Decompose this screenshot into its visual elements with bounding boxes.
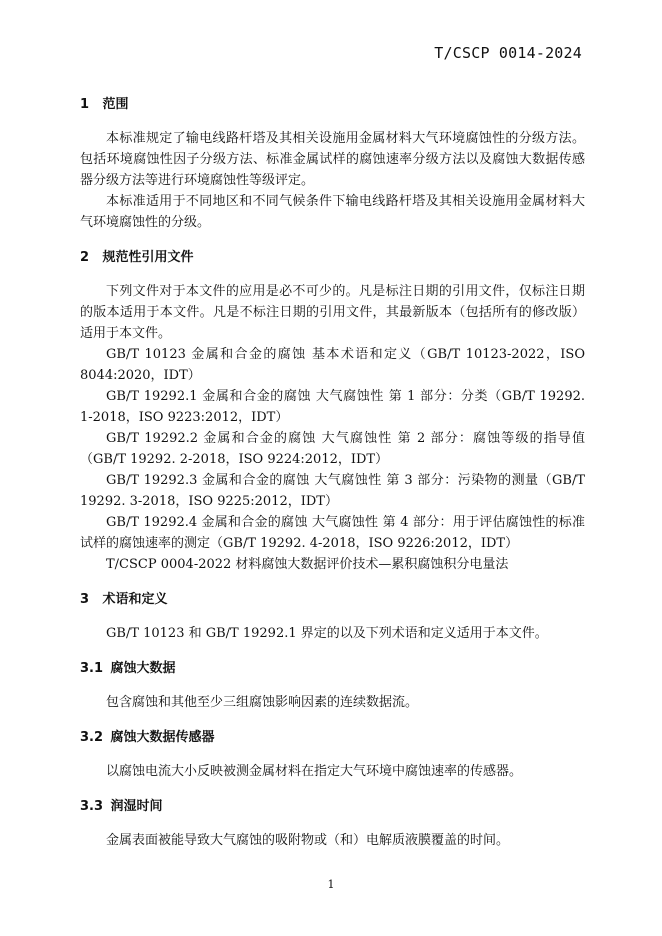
reference-item: GB/T 19292.3 金属和合金的腐蚀 大气腐蚀性 第 3 部分：污染物的测量（GB/T 19292. 3-2018，ISO 9225:2012，IDT）	[80, 473, 585, 509]
reference-item: GB/T 19292.4 金属和合金的腐蚀 大气腐蚀性 第 4 部分：用于评估腐蚀性的标准试样的腐蚀速率的测定（GB/T 19292. 4-2018，ISO 9226:2012，IDT）	[80, 515, 585, 551]
section-1-heading	[80, 96, 585, 114]
section-number: 3	[80, 592, 90, 607]
section-3-heading	[80, 591, 585, 609]
page-number: 1	[327, 878, 335, 891]
term-heading	[80, 660, 585, 678]
paragraph: 本标准适用于不同地区和不同气候条件下输电线路杆塔及其相关设施用金属材料大气环境腐蚀性的分级。	[80, 194, 585, 230]
term-number: 3.3	[80, 799, 104, 814]
section-2-heading	[80, 249, 585, 267]
term-heading	[80, 729, 585, 747]
reference-item: T/CSCP 0004-2022 材料腐蚀大数据评价技术—累积腐蚀积分电量法	[106, 557, 509, 572]
term-heading	[80, 798, 585, 816]
reference-item: GB/T 19292.2 金属和合金的腐蚀 大气腐蚀性 第 2 部分：腐蚀等级的指导值（GB/T 19292. 2-2018，ISO 9224:2012，IDT）	[80, 431, 585, 467]
section-title: 范围	[102, 97, 129, 112]
document-body	[80, 96, 585, 851]
section-title: 术语和定义	[102, 592, 168, 607]
paragraph: 下列文件对于本文件的应用是必不可少的。凡是标注日期的引用文件，仅标注日期的版本适用于本文件。凡是不标注日期的引用文件，其最新版本（包括所有的修改版）适用于本文件。	[80, 284, 585, 341]
term-number: 3.1	[80, 661, 104, 676]
term-definition: 金属表面被能导致大气腐蚀的吸附物或（和）电解质液膜覆盖的时间。	[106, 833, 510, 848]
term-definition: 以腐蚀电流大小反映被测金属材料在指定大气环境中腐蚀速率的传感器。	[106, 764, 523, 779]
paragraph: 本标准规定了输电线路杆塔及其相关设施用金属材料大气环境腐蚀性的分级方法。包括环境腐蚀性因子分级方法、标准金属试样的腐蚀速率分级方法以及腐蚀大数据传感器分级方法等进行环境腐蚀性等级评定。	[80, 131, 585, 188]
section-title: 规范性引用文件	[102, 250, 194, 265]
document-code: T/CSCP 0014-2024	[434, 44, 582, 62]
term-title: 腐蚀大数据传感器	[110, 730, 215, 745]
reference-item: GB/T 19292.1 金属和合金的腐蚀 大气腐蚀性 第 1 部分：分类（GB/T 19292. 1-2018，ISO 9223:2012，IDT）	[80, 389, 585, 425]
paragraph: GB/T 10123 和 GB/T 19292.1 界定的以及下列术语和定义适用于本文件。	[106, 626, 548, 641]
term-number: 3.2	[80, 730, 104, 745]
section-number: 2	[80, 250, 90, 265]
term-title: 腐蚀大数据	[110, 661, 176, 676]
term-title: 润湿时间	[110, 799, 163, 814]
term-definition: 包含腐蚀和其他至少三组腐蚀影响因素的连续数据流。	[106, 695, 419, 710]
section-number: 1	[80, 97, 90, 112]
reference-item: GB/T 10123 金属和合金的腐蚀 基本术语和定义（GB/T 10123-2022，ISO 8044:2020，IDT）	[80, 347, 585, 383]
